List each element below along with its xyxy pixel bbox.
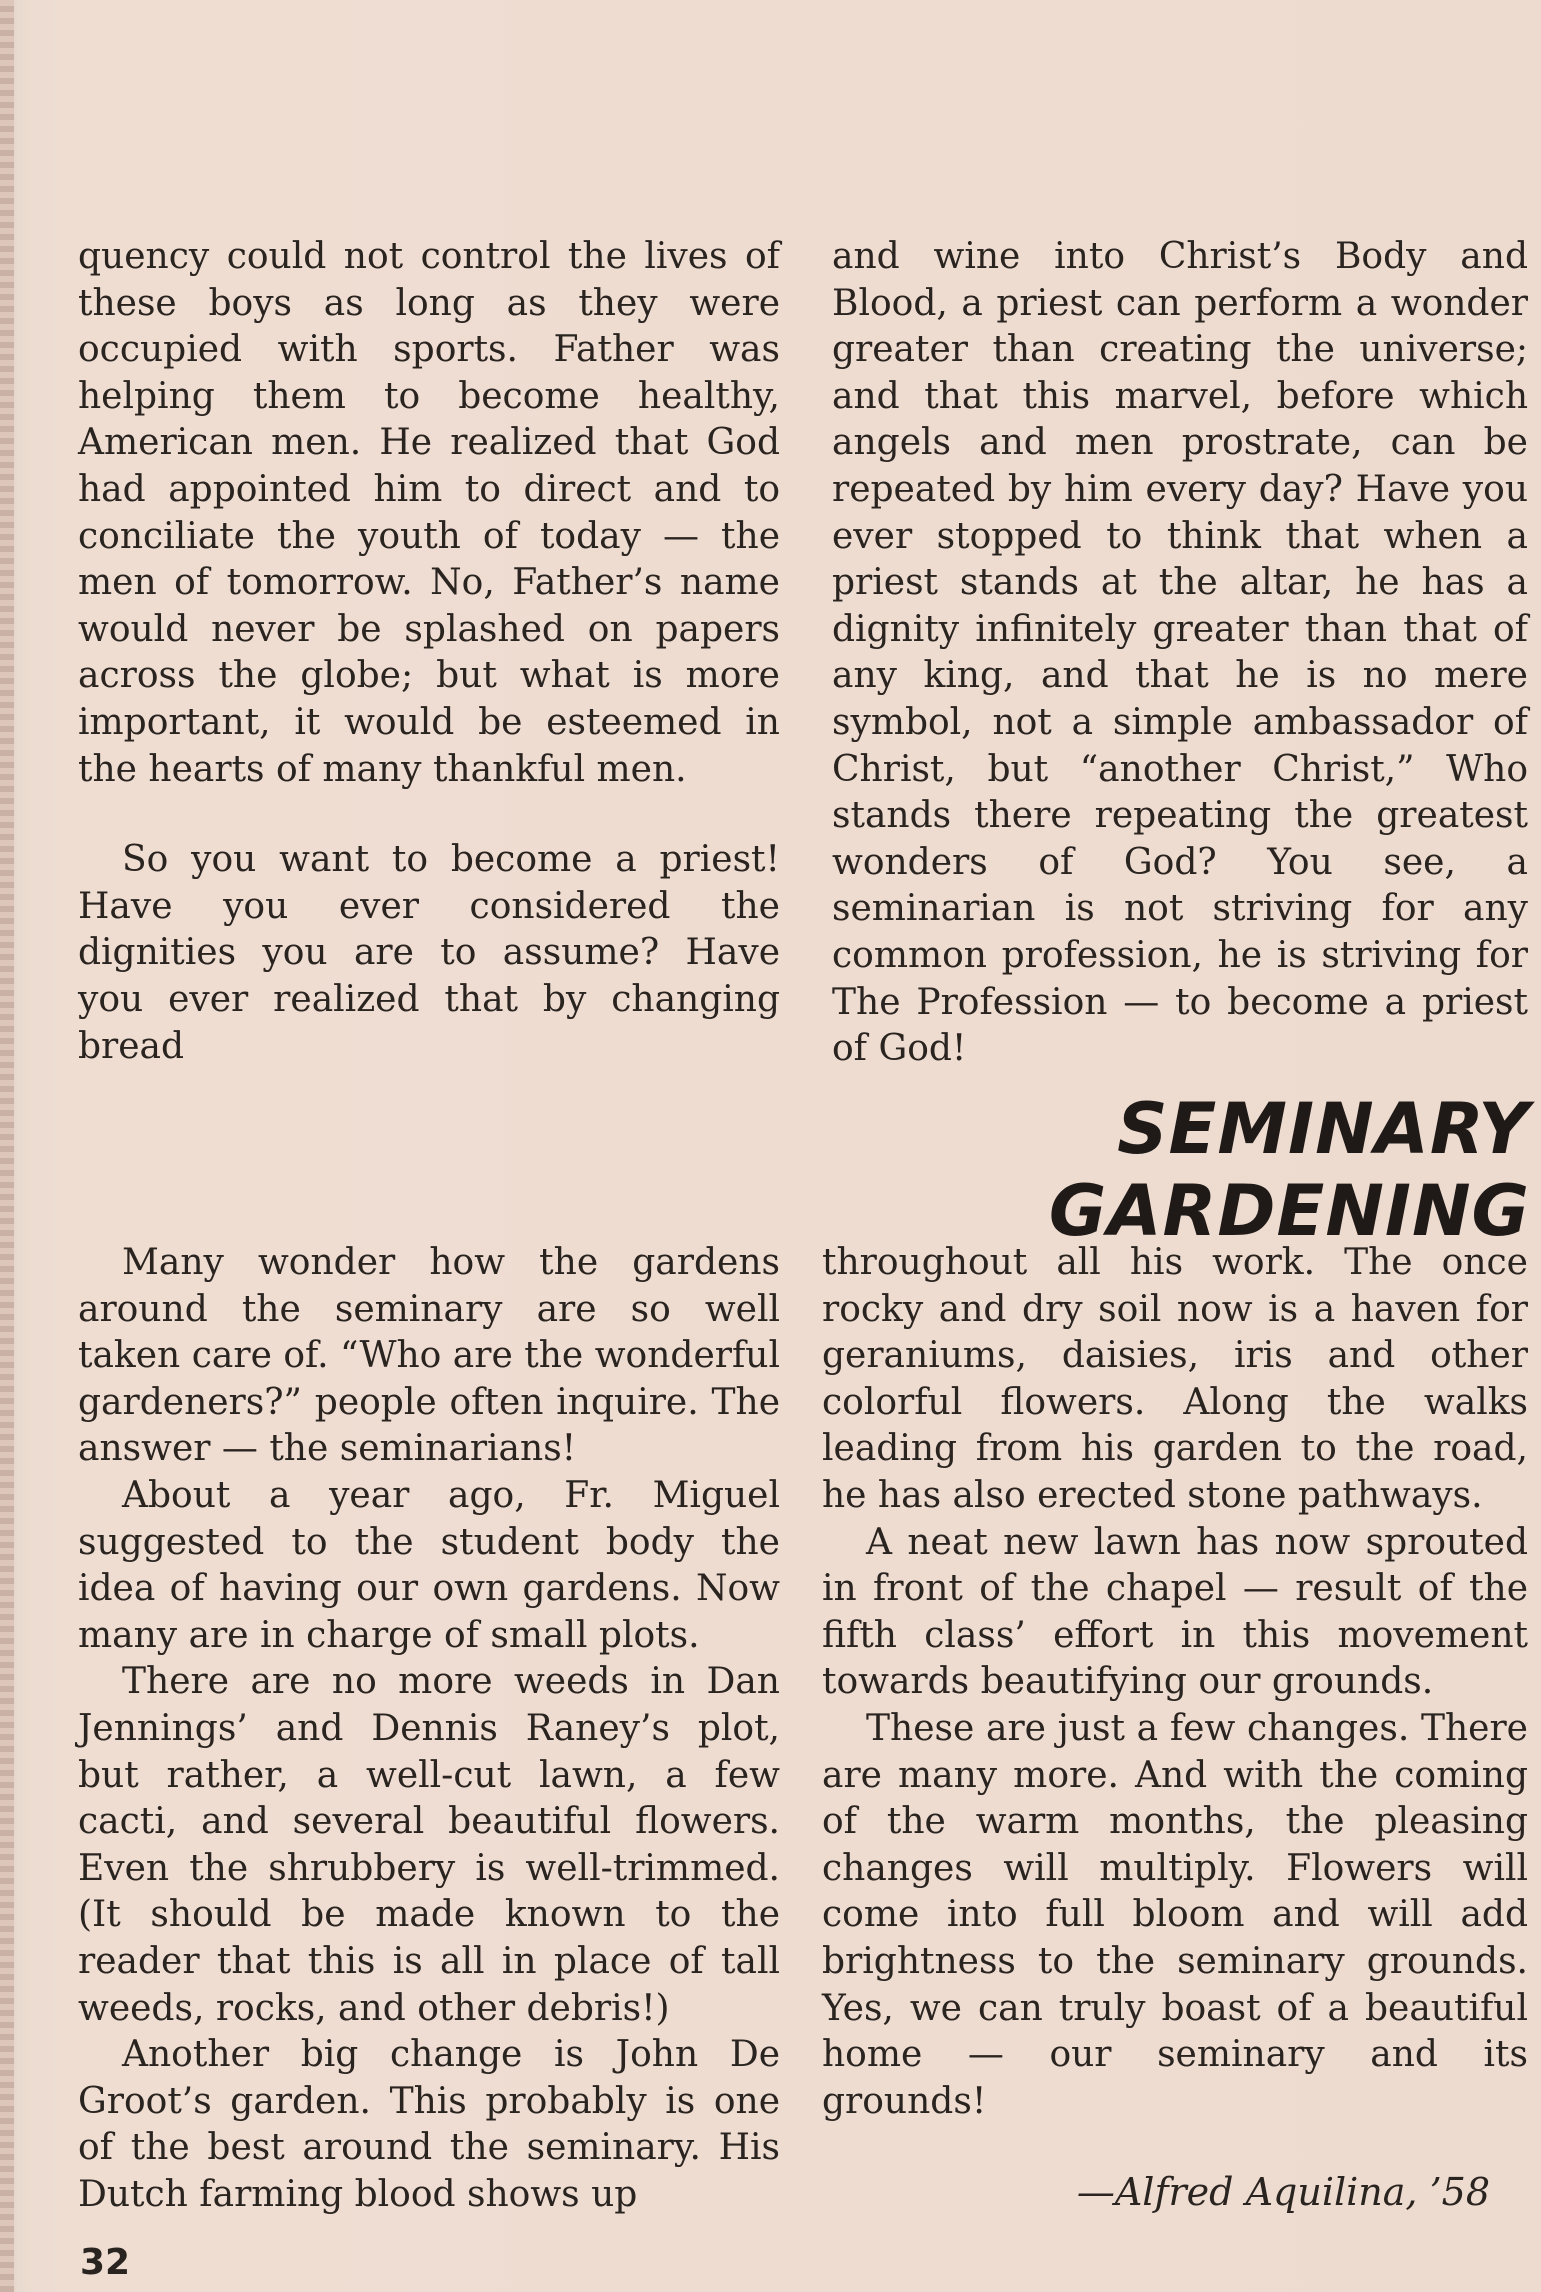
paragraph: throughout all his work. The once rocky and dry soil now is a haven for geraniums, daisies, iris and other colorful flowers. Along the walks leading from his garden to the road, he has also erected stone pathways.	[822, 1242, 1528, 1516]
paragraph: and wine into Christ’s Body and Blood, a priest can perform a wonder greater than creating the universe; and that this marvel, before which angels and men prostrate, can be repeated by him every day? Have you ever stopped to think that when a priest stands at the altar, he has a dignity infinitely greater than that of any king, and that he is no mere symbol, not a simple ambassador of Christ, but “another Christ,” Who stands there repeating the greatest wonders of God? You see, a seminarian is not striving for any common profession, he is striving for The Profession — to become a priest of God!	[832, 236, 1528, 1070]
paragraph: Many wonder how the gardens around the seminary are so well taken care of. “Who are the wonderful gardeners?” people often inquire. The answer — the seminarians!	[78, 1242, 780, 1470]
page-number: 32	[80, 2242, 131, 2283]
paragraph: About a year ago, Fr. Miguel suggested to the student body the idea of having our own gardens. Now many are in charge of small plots.	[78, 1474, 780, 1656]
paragraph: A neat new lawn has now sprouted in front of the chapel — result of the fifth class’ effort in this movement towards beautifying our grounds.	[822, 1521, 1528, 1703]
paragraph: So you want to become a priest! Have you ever considered the dignities you are to assume? Have you ever realized that by changing bread	[78, 839, 780, 1067]
paragraph: These are just a few changes. There are many more. And with the coming of the warm months, the pleasing changes will multiply. Flowers will come into full bloom and will add brightness to the seminary grounds. Yes, we can truly boast of a beautiful home — our seminary and its grounds!	[822, 1707, 1528, 2122]
paragraph: quency could not control the lives of these boys as long as they were occupied with sports. Father was helping them to become healthy, American men. He realized that God had appointed him to direct and to conciliate the youth of today — the men of tomorrow. No, Father’s name would never be splashed on papers across the globe; but what is more important, it would be esteemed in the hearts of many thankful men.	[78, 236, 780, 790]
byline: —Alfred Aquilina, ’58	[1076, 2170, 1490, 2214]
column-right-top	[832, 234, 1528, 1073]
page-edge	[0, 0, 14, 2292]
paragraph: Another big change is John De Groot’s garden. This probably is one of the best around the seminary. His Dutch farming blood shows up	[78, 2034, 780, 2215]
paragraph: There are no more weeds in Dan Jennings’ and Dennis Raney’s plot, but rather, a well-cut lawn, a few cacti, and several beautiful flowers. Even the shrubbery is well-trimmed. (It should be made known to the reader that this is all in place of tall weeds, rocks, and other debris!)	[78, 1661, 780, 2029]
article-title: SEMINARY GARDENING	[1048, 1088, 1530, 1252]
column-left-top	[78, 234, 780, 1070]
column-left-bottom	[78, 1240, 780, 2218]
column-right-bottom	[822, 1240, 1528, 2125]
